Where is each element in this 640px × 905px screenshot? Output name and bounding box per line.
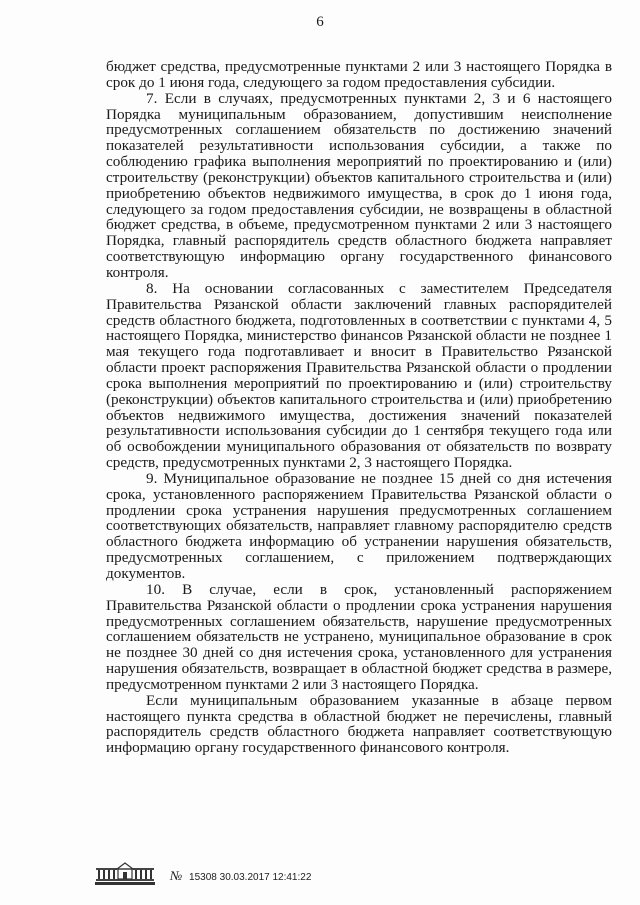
paragraph-continuation: бюджет средства, предусмотренные пунктами 2 или 3 настоящего Порядка в срок до 1 июня года, следующего за годом предоставления субсидии. bbox=[106, 58, 612, 91]
registration-datetime: 30.03.2017 12:41:22 bbox=[219, 872, 312, 883]
document-footer bbox=[94, 862, 354, 888]
number-sign: № bbox=[170, 868, 183, 883]
document-body bbox=[106, 59, 612, 756]
page-number: 6 bbox=[316, 14, 324, 30]
paragraph-item-9: 9. Муниципальное образование не позднее 15 дней со дня истечения срока, установленного распоряжением Правительства Рязанской области о продлении срока устранения нарушения предусмотренных соглашением соответствующих обязательств, направляет главному распорядителю средств областного бюджета информацию об устранении нарушения обязательств, предусмотренных соглашением, с приложением подтверждающих документов. bbox=[106, 469, 612, 582]
registration-number: 15308 bbox=[189, 872, 217, 883]
paragraph-item-10-subclause: Если муниципальным образованием указанные в абзаце первом настоящего пункта средства в областной бюджет не перечислены, главный распорядитель средств областного бюджета направляет соответствующую информацию органу государственного финансового контроля. bbox=[106, 691, 612, 757]
registration-stamp bbox=[170, 868, 311, 884]
building-logo-icon bbox=[94, 862, 156, 886]
paragraph-item-8: 8. На основании согласованных с заместителем Председателя Правительства Рязанской области заключений главных распорядителей средств областного бюджета, подготовленных в соответствии с пунктами 4, 5 настоящего Порядка, министерство финансов Рязанской области не позднее 1 мая текущего года подготавливает и вносит в Правительство Рязанской области проект распоряжения Правительства Рязанской области о продлении срока выполнения мероприятий по проектированию и (или) строительству (реконструкции) объектов капитального строительства и (или) приобретению объектов недвижимого имущества, достижения значений показателей результативности использования субсидии до 1 сентября текущего года или об освобождении муниципального образования от обязательств по возврату средств, предусмотренных пунктами 2, 3 настоящего Порядка. bbox=[106, 279, 612, 472]
paragraph-item-7: 7. Если в случаях, предусмотренных пунктами 2, 3 и 6 настоящего Порядка муниципальным образованием, допустившим неисполнение предусмотренных соглашением обязательств по достижению значений показателей результативности использования субсидии, а также по соблюдению графика выполнения мероприятий по проектированию и (или) строительству (реконструкции) объектов капитального строительства и (или) приобретению объектов недвижимого имущества, в срок до 1 июня года, следующего за годом предоставления субсидии, не возвращены в областной бюджет средства, в объеме, предусмотренном пунктами 2 или 3 настоящего Порядка, главный распорядитель средств областного бюджета направляет соответствующую информацию органу государственного финансового контроля. bbox=[106, 89, 612, 281]
paragraph-item-10: 10. В случае, если в срок, установленный распоряжением Правительства Рязанской области о продлении срока устранения нарушения предусмотренных соглашением обязательств, нарушение предусмотренных соглашением обязательств не устранено, муниципальное образование в срок не позднее 30 дней со дня истечения срока, установленного для устранения нарушения обязательств, возвращает в областной бюджет средства в размере, предусмотренном пунктами 2 или 3 настоящего Порядка. bbox=[106, 580, 612, 693]
